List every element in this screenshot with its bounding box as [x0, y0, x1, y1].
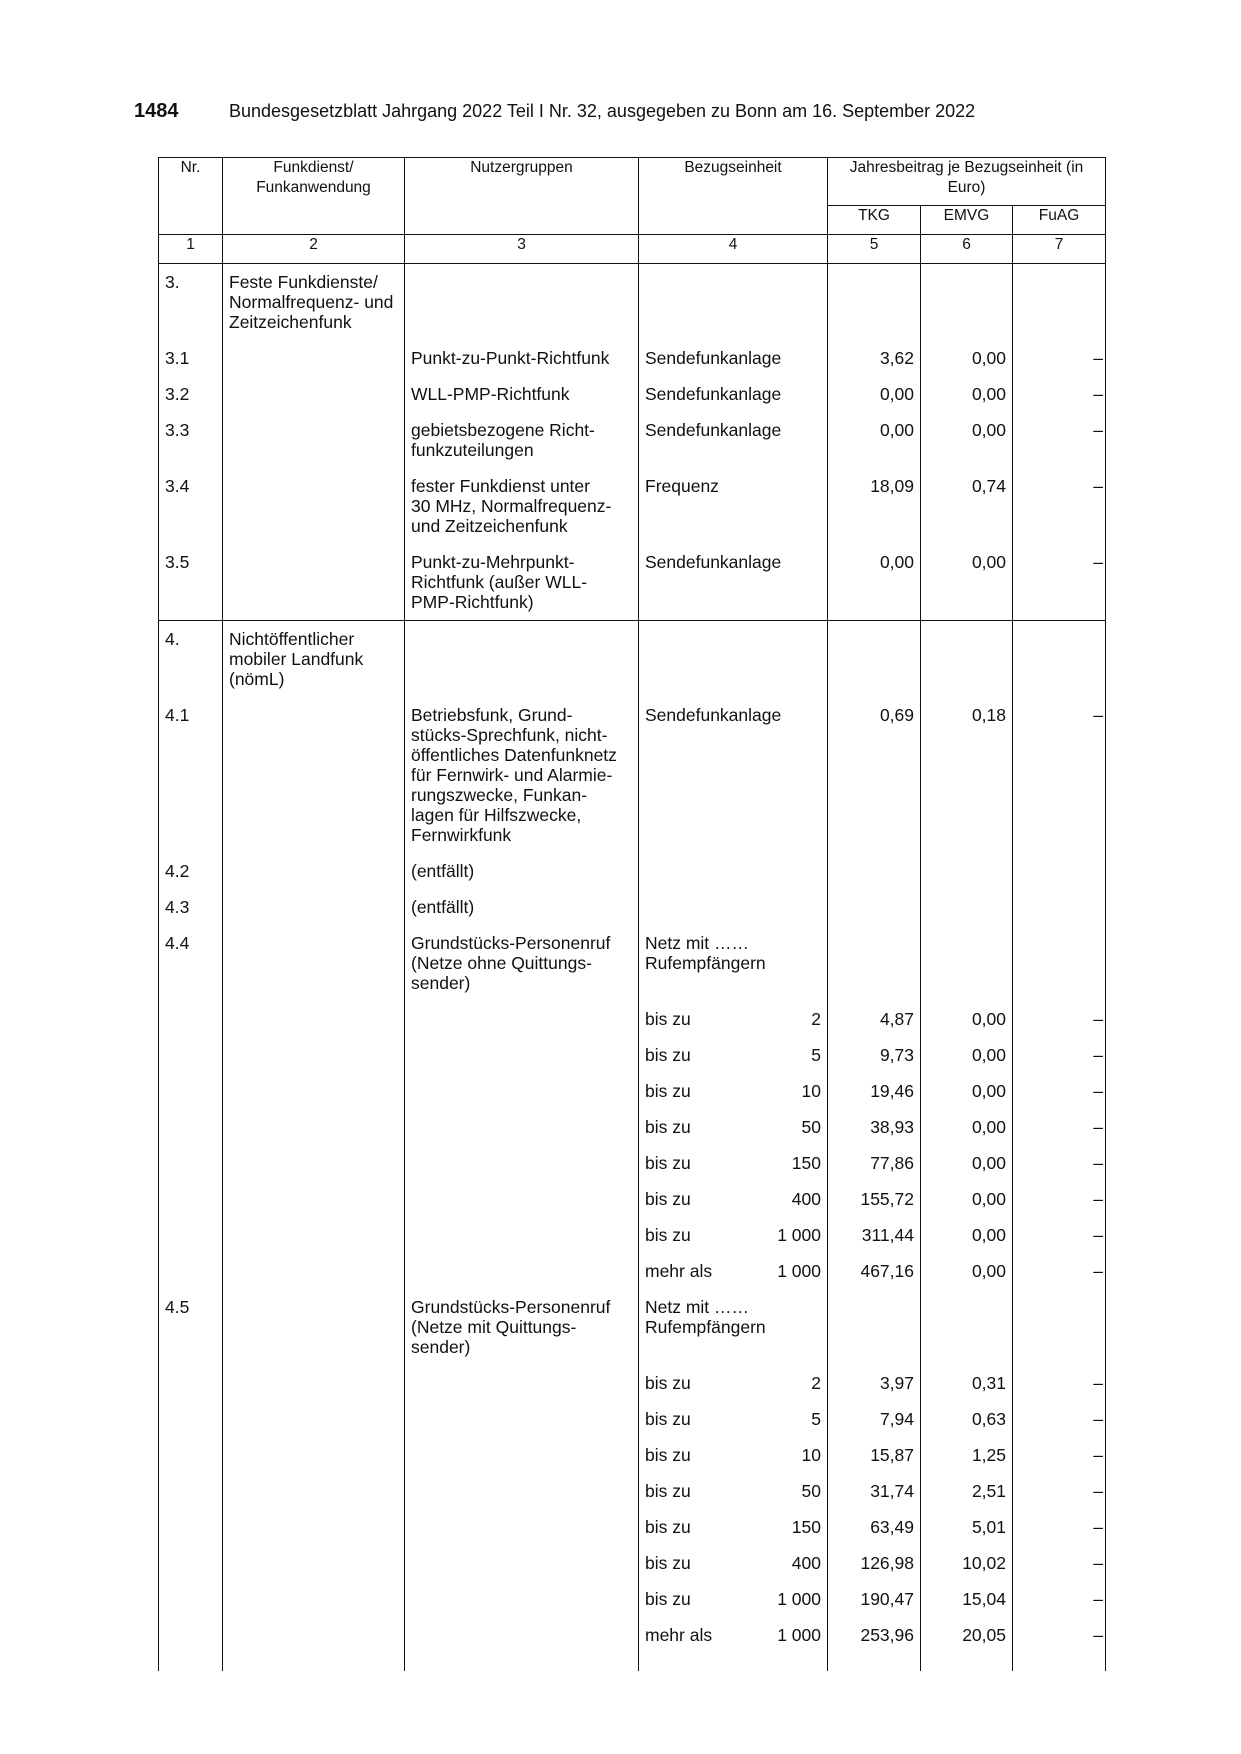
tier-row — [159, 1401, 1106, 1437]
tier-count: 1 000 — [777, 1625, 821, 1645]
column-number: 4 — [639, 235, 828, 264]
empty-cell — [223, 1073, 405, 1109]
gazette-header-title: Bundesgesetzblatt Jahrgang 2022 Teil I Nr. 32, ausgegeben zu Bonn am 16. September 2022 — [229, 101, 976, 121]
tier-label: bis zu — [645, 1045, 691, 1065]
empty-cell — [223, 544, 405, 621]
tier-range — [639, 1145, 828, 1181]
tier-range — [639, 1581, 828, 1617]
section-header-row — [159, 264, 1106, 341]
empty-cell — [159, 1401, 223, 1437]
empty-cell — [223, 1437, 405, 1473]
empty-cell — [223, 340, 405, 376]
tier-label: bis zu — [645, 1153, 691, 1173]
column-number-row — [159, 235, 1106, 264]
tier-label: mehr als — [645, 1625, 713, 1645]
tkg-value: 253,96 — [828, 1617, 921, 1653]
fuag-value: – — [1013, 1473, 1106, 1509]
empty-cell — [405, 1073, 639, 1109]
row-number: 4.1 — [159, 697, 223, 853]
empty-cell — [405, 1509, 639, 1545]
tier-label: bis zu — [645, 1373, 691, 1393]
tier-row — [159, 1253, 1106, 1289]
tier-row — [159, 1437, 1106, 1473]
column-number: 7 — [1013, 235, 1106, 264]
tier-row — [159, 1073, 1106, 1109]
empty-cell — [1013, 621, 1106, 698]
emvg-value: 0,00 — [921, 1145, 1013, 1181]
tier-range — [639, 1473, 828, 1509]
tier-range — [639, 1001, 828, 1037]
tkg-value: 3,62 — [828, 340, 921, 376]
empty-cell — [223, 1253, 405, 1289]
empty-cell — [223, 1109, 405, 1145]
col-header-nutzergruppen: Nutzergruppen — [405, 158, 639, 235]
fuag-value: – — [1013, 1617, 1106, 1653]
empty-cell — [921, 853, 1013, 889]
emvg-value: 2,51 — [921, 1473, 1013, 1509]
tier-count: 5 — [811, 1409, 821, 1429]
tier-row — [159, 1581, 1106, 1617]
empty-cell — [223, 889, 405, 925]
reference-unit: Sendefunkanlage — [639, 376, 828, 412]
tier-range — [639, 1545, 828, 1581]
user-group: (entfällt) — [405, 889, 639, 925]
column-number: 3 — [405, 235, 639, 264]
tier-count: 1 000 — [777, 1261, 821, 1281]
empty-cell — [405, 1253, 639, 1289]
empty-cell — [159, 1145, 223, 1181]
tkg-value: 3,97 — [828, 1365, 921, 1401]
empty-cell — [223, 1001, 405, 1037]
emvg-value: 15,04 — [921, 1581, 1013, 1617]
empty-cell — [405, 1001, 639, 1037]
tier-range — [639, 1437, 828, 1473]
tier-range — [639, 1037, 828, 1073]
empty-cell — [159, 1001, 223, 1037]
reference-unit: Sendefunkanlage — [639, 340, 828, 376]
row-number: 3.1 — [159, 340, 223, 376]
tier-range — [639, 1217, 828, 1253]
empty-cell — [921, 1653, 1013, 1671]
tier-range — [639, 1617, 828, 1653]
fuag-value: – — [1013, 697, 1106, 853]
fuag-value: – — [1013, 1073, 1106, 1109]
empty-cell — [223, 1289, 405, 1365]
tier-count: 2 — [811, 1009, 821, 1029]
column-number: 5 — [828, 235, 921, 264]
emvg-value: 5,01 — [921, 1509, 1013, 1545]
reference-unit: Sendefunkanlage — [639, 697, 828, 853]
emvg-value: 0,00 — [921, 376, 1013, 412]
emvg-value: 0,00 — [921, 1181, 1013, 1217]
tier-row — [159, 1365, 1106, 1401]
column-number: 6 — [921, 235, 1013, 264]
empty-cell — [1013, 264, 1106, 341]
empty-cell — [405, 1109, 639, 1145]
fuag-value: – — [1013, 1509, 1106, 1545]
tier-count: 10 — [801, 1081, 821, 1101]
tkg-value: 19,46 — [828, 1073, 921, 1109]
empty-cell — [405, 621, 639, 698]
emvg-value: 0,00 — [921, 1253, 1013, 1289]
table-row — [159, 925, 1106, 1001]
empty-cell — [405, 1401, 639, 1437]
emvg-value: 0,63 — [921, 1401, 1013, 1437]
emvg-value: 0,00 — [921, 544, 1013, 621]
empty-cell — [405, 1145, 639, 1181]
empty-cell — [1013, 889, 1106, 925]
tier-label: bis zu — [645, 1081, 691, 1101]
table-row — [159, 1289, 1106, 1365]
col-header-funkdienst: Funkdienst/ Funkanwendung — [223, 158, 405, 235]
empty-cell — [405, 1653, 639, 1671]
emvg-value: 0,00 — [921, 1109, 1013, 1145]
tier-row — [159, 1473, 1106, 1509]
fuag-value: – — [1013, 1001, 1106, 1037]
col-header-tkg: TKG — [828, 206, 921, 235]
fuag-value: – — [1013, 1037, 1106, 1073]
empty-cell — [223, 697, 405, 853]
empty-cell — [159, 1037, 223, 1073]
row-number: 4.4 — [159, 925, 223, 1001]
empty-cell — [159, 1581, 223, 1617]
emvg-value: 0,00 — [921, 340, 1013, 376]
empty-cell — [828, 1653, 921, 1671]
fuag-value: – — [1013, 1109, 1106, 1145]
empty-cell — [828, 621, 921, 698]
fuag-value: – — [1013, 468, 1106, 544]
reference-unit: Netz mit …… Rufempfängern — [639, 1289, 828, 1365]
empty-cell — [405, 1437, 639, 1473]
empty-cell — [405, 1037, 639, 1073]
tier-label: bis zu — [645, 1445, 691, 1465]
row-number: 3.5 — [159, 544, 223, 621]
empty-cell — [223, 412, 405, 468]
empty-cell — [159, 1365, 223, 1401]
empty-cell — [828, 889, 921, 925]
tier-count: 150 — [791, 1517, 821, 1537]
empty-cell — [223, 1365, 405, 1401]
row-number: 4.2 — [159, 853, 223, 889]
empty-cell — [223, 1473, 405, 1509]
empty-cell — [159, 1653, 223, 1671]
emvg-value: 20,05 — [921, 1617, 1013, 1653]
empty-cell — [223, 1145, 405, 1181]
tier-count: 2 — [811, 1373, 821, 1393]
user-group: Grundstücks-Personenruf (Netze ohne Quittungs- sender) — [405, 925, 639, 1001]
tier-row — [159, 1217, 1106, 1253]
tkg-value: 18,09 — [828, 468, 921, 544]
user-group: Grundstücks-Personenruf (Netze mit Quittungs- sender) — [405, 1289, 639, 1365]
tkg-value: 77,86 — [828, 1145, 921, 1181]
emvg-value: 0,31 — [921, 1365, 1013, 1401]
tier-label: bis zu — [645, 1517, 691, 1537]
empty-cell — [159, 1545, 223, 1581]
tier-count: 10 — [801, 1445, 821, 1465]
reference-unit: Frequenz — [639, 468, 828, 544]
tier-row — [159, 1145, 1106, 1181]
section-number: 4. — [159, 621, 223, 698]
tier-range — [639, 1073, 828, 1109]
tier-row — [159, 1037, 1106, 1073]
empty-cell — [639, 889, 828, 925]
empty-cell — [159, 1217, 223, 1253]
empty-cell — [223, 1653, 405, 1671]
empty-cell — [639, 621, 828, 698]
empty-cell — [828, 1289, 921, 1365]
fuag-value: – — [1013, 1253, 1106, 1289]
empty-cell — [639, 1653, 828, 1671]
fuag-value: – — [1013, 1365, 1106, 1401]
fuag-value: – — [1013, 1545, 1106, 1581]
section-number: 3. — [159, 264, 223, 341]
tier-range — [639, 1181, 828, 1217]
emvg-value: 1,25 — [921, 1437, 1013, 1473]
col-header-bezugseinheit: Bezugseinheit — [639, 158, 828, 235]
tkg-value: 38,93 — [828, 1109, 921, 1145]
col-header-nr: Nr. — [159, 158, 223, 235]
row-number: 4.3 — [159, 889, 223, 925]
table-row — [159, 544, 1106, 621]
table-body — [159, 264, 1106, 1672]
empty-cell — [405, 1617, 639, 1653]
section-title: Feste Funkdienste/ Normalfrequenz- und Zeitzeichenfunk — [223, 264, 405, 341]
empty-cell — [405, 1181, 639, 1217]
emvg-value: 0,00 — [921, 1001, 1013, 1037]
tier-row — [159, 1109, 1106, 1145]
user-group: gebietsbezogene Richt- funkzuteilungen — [405, 412, 639, 468]
empty-cell — [405, 1545, 639, 1581]
empty-cell — [223, 925, 405, 1001]
tier-label: bis zu — [645, 1409, 691, 1429]
tier-count: 400 — [791, 1189, 821, 1209]
tier-row — [159, 1509, 1106, 1545]
tier-label: bis zu — [645, 1117, 691, 1137]
fee-table — [158, 157, 1106, 1671]
tier-label: bis zu — [645, 1553, 691, 1573]
empty-cell — [921, 1289, 1013, 1365]
empty-cell — [828, 853, 921, 889]
empty-cell — [405, 264, 639, 341]
emvg-value: 0,00 — [921, 1073, 1013, 1109]
tier-label: bis zu — [645, 1189, 691, 1209]
empty-cell — [1013, 853, 1106, 889]
user-group: Punkt-zu-Punkt-Richtfunk — [405, 340, 639, 376]
tier-range — [639, 1109, 828, 1145]
empty-cell — [639, 853, 828, 889]
tkg-value: 4,87 — [828, 1001, 921, 1037]
fuag-value: – — [1013, 412, 1106, 468]
page-number: 1484 — [134, 100, 179, 122]
tkg-value: 0,00 — [828, 376, 921, 412]
tier-count: 1 000 — [777, 1225, 821, 1245]
column-number: 1 — [159, 235, 223, 264]
tier-label: mehr als — [645, 1261, 713, 1281]
table-continuation — [159, 1653, 1106, 1671]
col-header-fuag: FuAG — [1013, 206, 1106, 235]
reference-unit: Sendefunkanlage — [639, 544, 828, 621]
tier-range — [639, 1401, 828, 1437]
empty-cell — [159, 1617, 223, 1653]
col-header-jahresbeitrag: Jahresbeitrag je Bezugseinheit (in Euro) — [828, 158, 1106, 206]
empty-cell — [223, 1545, 405, 1581]
empty-cell — [405, 1473, 639, 1509]
empty-cell — [223, 1217, 405, 1253]
column-number: 2 — [223, 235, 405, 264]
table-row — [159, 340, 1106, 376]
fuag-value: – — [1013, 340, 1106, 376]
fuag-value: – — [1013, 1401, 1106, 1437]
tier-label: bis zu — [645, 1009, 691, 1029]
row-number: 3.3 — [159, 412, 223, 468]
table-row — [159, 412, 1106, 468]
empty-cell — [159, 1181, 223, 1217]
reference-unit: Sendefunkanlage — [639, 412, 828, 468]
tier-row — [159, 1001, 1106, 1037]
empty-cell — [159, 1509, 223, 1545]
empty-cell — [921, 621, 1013, 698]
empty-cell — [159, 1109, 223, 1145]
row-number: 3.2 — [159, 376, 223, 412]
fuag-value: – — [1013, 1181, 1106, 1217]
tkg-value: 311,44 — [828, 1217, 921, 1253]
empty-cell — [405, 1217, 639, 1253]
fuag-value: – — [1013, 1145, 1106, 1181]
empty-cell — [223, 376, 405, 412]
section-header-row — [159, 621, 1106, 698]
fuag-value: – — [1013, 1217, 1106, 1253]
table-row — [159, 376, 1106, 412]
empty-cell — [1013, 925, 1106, 1001]
tier-label: bis zu — [645, 1481, 691, 1501]
empty-cell — [223, 1581, 405, 1617]
user-group: (entfällt) — [405, 853, 639, 889]
emvg-value: 0,74 — [921, 468, 1013, 544]
tkg-value: 63,49 — [828, 1509, 921, 1545]
empty-cell — [828, 264, 921, 341]
empty-cell — [223, 468, 405, 544]
table-row — [159, 468, 1106, 544]
table-row — [159, 697, 1106, 853]
emvg-value: 0,18 — [921, 697, 1013, 853]
empty-cell — [159, 1253, 223, 1289]
tier-row — [159, 1617, 1106, 1653]
empty-cell — [1013, 1289, 1106, 1365]
empty-cell — [223, 1509, 405, 1545]
tier-label: bis zu — [645, 1589, 691, 1609]
tkg-value: 15,87 — [828, 1437, 921, 1473]
empty-cell — [405, 1365, 639, 1401]
fuag-value: – — [1013, 1581, 1106, 1617]
tkg-value: 9,73 — [828, 1037, 921, 1073]
emvg-value: 10,02 — [921, 1545, 1013, 1581]
fuag-value: – — [1013, 544, 1106, 621]
tkg-value: 0,00 — [828, 544, 921, 621]
emvg-value: 0,00 — [921, 1217, 1013, 1253]
user-group: Betriebsfunk, Grund- stücks-Sprechfunk, nicht- öffentliches Datenfunknetz für Fernwirk- und Alarmie- rungszwecke, Funkan- lagen für Hilfszwecke, Fernwirkfunk — [405, 697, 639, 853]
tkg-value: 0,00 — [828, 412, 921, 468]
tier-row — [159, 1545, 1106, 1581]
empty-cell — [223, 1401, 405, 1437]
empty-cell — [159, 1437, 223, 1473]
tier-count: 50 — [801, 1481, 821, 1501]
empty-cell — [828, 925, 921, 1001]
tkg-value: 155,72 — [828, 1181, 921, 1217]
empty-cell — [921, 264, 1013, 341]
tier-count: 1 000 — [777, 1589, 821, 1609]
user-group: WLL-PMP-Richtfunk — [405, 376, 639, 412]
tkg-value: 190,47 — [828, 1581, 921, 1617]
tkg-value: 0,69 — [828, 697, 921, 853]
row-number: 3.4 — [159, 468, 223, 544]
empty-cell — [159, 1073, 223, 1109]
tier-range — [639, 1509, 828, 1545]
empty-cell — [223, 1617, 405, 1653]
reference-unit: Netz mit …… Rufempfängern — [639, 925, 828, 1001]
fuag-value: – — [1013, 1437, 1106, 1473]
empty-cell — [921, 925, 1013, 1001]
row-number: 4.5 — [159, 1289, 223, 1365]
user-group: Punkt-zu-Mehrpunkt- Richtfunk (außer WLL- PMP-Richtfunk) — [405, 544, 639, 621]
empty-cell — [921, 889, 1013, 925]
fuag-value: – — [1013, 376, 1106, 412]
tier-range — [639, 1253, 828, 1289]
empty-cell — [223, 853, 405, 889]
tkg-value: 126,98 — [828, 1545, 921, 1581]
col-header-emvg: EMVG — [921, 206, 1013, 235]
tier-row — [159, 1181, 1106, 1217]
tier-count: 50 — [801, 1117, 821, 1137]
empty-cell — [1013, 1653, 1106, 1671]
tier-count: 400 — [791, 1553, 821, 1573]
tier-range — [639, 1365, 828, 1401]
emvg-value: 0,00 — [921, 1037, 1013, 1073]
table-row — [159, 853, 1106, 889]
tier-count: 5 — [811, 1045, 821, 1065]
tier-label: bis zu — [645, 1225, 691, 1245]
tkg-value: 7,94 — [828, 1401, 921, 1437]
section-title: Nichtöffentlicher mobiler Landfunk (nömL) — [223, 621, 405, 698]
tkg-value: 467,16 — [828, 1253, 921, 1289]
emvg-value: 0,00 — [921, 412, 1013, 468]
empty-cell — [223, 1037, 405, 1073]
empty-cell — [159, 1473, 223, 1509]
empty-cell — [405, 1581, 639, 1617]
user-group: fester Funkdienst unter 30 MHz, Normalfrequenz- und Zeitzeichenfunk — [405, 468, 639, 544]
tkg-value: 31,74 — [828, 1473, 921, 1509]
empty-cell — [639, 264, 828, 341]
empty-cell — [223, 1181, 405, 1217]
table-row — [159, 889, 1106, 925]
tier-count: 150 — [791, 1153, 821, 1173]
